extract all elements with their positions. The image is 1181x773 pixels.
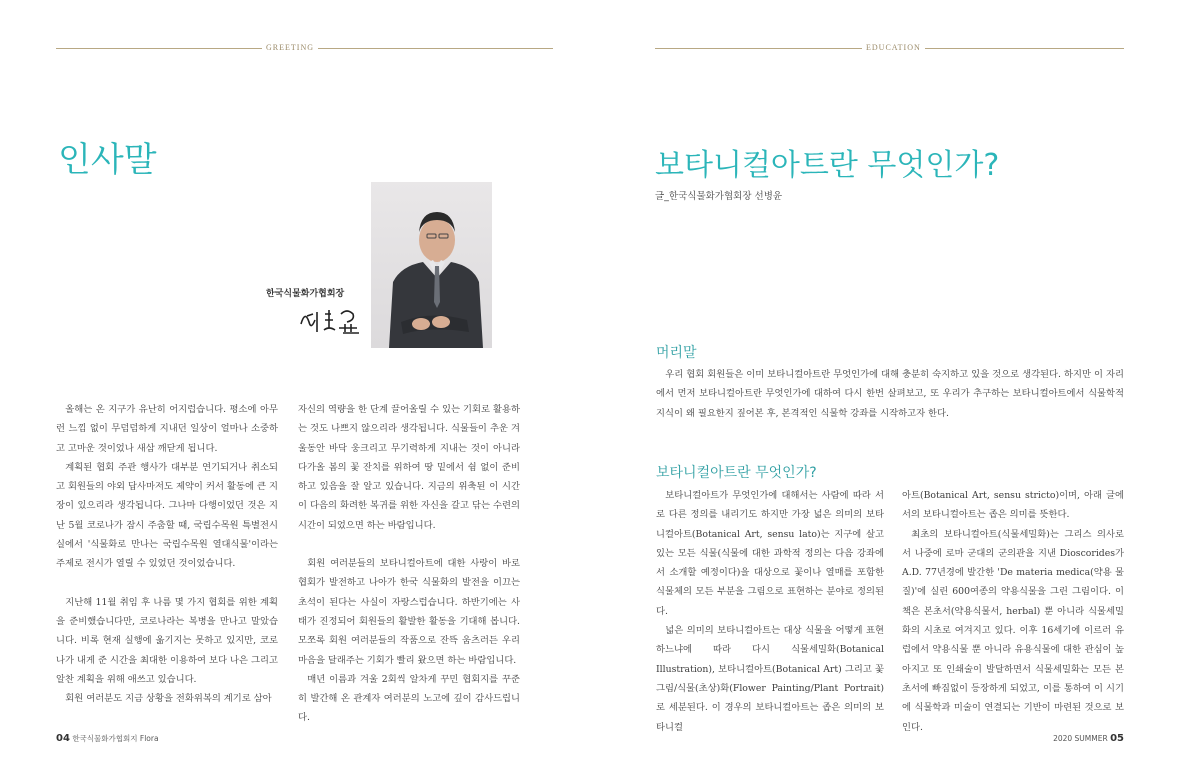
section-heading: 보타니컬아트란 무엇인가? <box>656 465 817 481</box>
paragraph: 최초의 보타니컬아트(식물세밀화)는 그리스 의사로서 나중에 로마 군대의 군의관을 지낸 Dioscorides가 A.D. 77년경에 발간한 'De materia medica(약용 물질)'에 실린 600여종의 약용식물을 그린 그림이다. 이 책은 본초서(약용식물서, herbal) 뿐 아니라 식물세밀화의 시초로 여겨지고 있다. 이후 16세기에 이르러 유럽에서 약용식물 뿐 아니라 유용식물에 대한 관심이 높아지고 또 인쇄술이 발달하면서 식물세밀화는 모든 본초서에 빠짐없이 등장하게 되었고, 이를 통하여 이 시기에 식물학과 미술이 연결되는 기반이 마련된 것으로 보인다. <box>902 528 1124 733</box>
paragraph: 매년 이름과 겨울 2회씩 알차게 꾸민 협회지를 꾸준히 발간해 온 관계자 여러분의 노고에 깊이 감사드립니다. <box>298 673 520 724</box>
paragraph: 자신의 역량을 한 단계 끌어올릴 수 있는 기회로 활용하는 것도 나쁘지 않으리라 생각됩니다. 식물들이 추운 겨울동안 바닥 웅크리고 무기력하게 지내는 것이 아니라 다가올 봄의 꽃 잔치를 위하여 땅 밑에서 쉼 없이 준비하고 있음을 잘 알고 있습니다. 지금의 위축된 이 시간이 다음의 화려한 복귀를 위한 자신을 갈고 닦는 수련의 시간이 되었으면 하는 바람입니다. <box>298 404 520 531</box>
paragraph: 보타니컬아트가 무엇인가에 대해서는 사람에 따라 서로 다른 정의를 내리기도 하지만 가장 넓은 의미의 보타니컬아트(Botanical Art, sensu lato)는 지구에 살고 있는 모든 식물(식물에 대한 과학적 정의는 다음 강좌에서 소개할 예정이다)을 대상으로 꽃이나 열매를 포함한 식물체의 모든 부분을 그림으로 표현하는 분야로 정의된다. <box>656 490 884 617</box>
right-body-column-1 <box>656 486 884 737</box>
right-page-number: 05 <box>1110 733 1124 744</box>
left-footer <box>56 733 159 744</box>
right-page-title: 보타니컬아트란 무엇인가? <box>655 148 1000 183</box>
left-footer-text: 한국식물화가협회지 Flora <box>72 734 159 743</box>
signature-label: 한국식물화가협회장 <box>266 289 345 299</box>
paragraph: 넓은 의미의 보타니컬아트는 대상 식물을 어떻게 표현하느냐에 따라 다시 식물세밀화(Botanical Illustration), 보타니컬아트(Botanical Art) 그리고 꽃그림/식물(초상)화(Flower Painting/Plant Portrait)로 세분된다. 이 경우의 보타니컬아트는 좁은 의미의 보타니컬 <box>656 625 884 733</box>
paragraph: 계획된 협회 주관 행사가 대부분 연기되거나 취소되고 회원들의 야외 답사마저도 제약이 커서 활동에 큰 지장이 있으리라 생각됩니다. 그나마 다행이었던 것은 지난 5월 코로나가 잠시 주춤할 때, 국립수목원 특별전시실에서 '식물화로 만나는 국립수목원 열대식물'이라는 주제로 전시가 열릴 수 있었던 것이었습니다. <box>56 461 278 570</box>
left-page-title: 인사말 <box>58 140 157 180</box>
byline: 글_한국식물화가협회장 선병윤 <box>655 191 783 202</box>
intro-heading: 머리말 <box>656 345 697 361</box>
left-body-column-2 <box>298 400 520 728</box>
left-body-column-1 <box>56 400 278 708</box>
left-section-tag: GREETING <box>262 43 318 52</box>
paragraph: 회원 여러분들의 보타니컬아트에 대한 사랑이 바로 협회가 발전하고 나아가 한국 식물화의 발전을 이끄는 초석이 된다는 사실이 자랑스럽습니다. 하반기에는 사태가 진정되어 회원들의 활발한 활동을 기대해 봅니다. 모쪼록 회원 여러분들의 작품으로 잔뜩 움츠러든 우리 마음을 달래주는 기회가 빨리 왔으면 하는 바람입니다. <box>298 558 520 666</box>
paragraph: 지난해 11월 취임 후 나름 몇 가지 협회를 위한 계획을 준비했습니다만, 코로나라는 복병을 만나고 말았습니다. 비록 현재 실행에 옮기지는 못하고 있지만, 코로나가 내게 준 시간을 최대한 이용하여 보다 나은 그리고 알찬 계획을 위해 애쓰고 있습니다. <box>56 596 278 685</box>
right-footer <box>1053 733 1124 744</box>
right-footer-issue: 2020 SUMMER <box>1053 734 1108 743</box>
paragraph: 회원 여러분도 지금 상황을 전화위복의 계기로 삼아 <box>65 693 272 705</box>
author-photo <box>371 182 492 348</box>
right-body-column-2 <box>902 486 1124 737</box>
intro-paragraph <box>656 365 1124 423</box>
signature-image <box>297 302 367 338</box>
right-section-tag: EDUCATION <box>862 43 925 52</box>
paragraph: 아트(Botanical Art, sensu stricto)이며, 아래 글에서의 보타니컬아트는 좁은 의미를 뜻한다. <box>902 490 1124 521</box>
paragraph: 우리 협회 회원들은 이미 보타니컬아트란 무엇인가에 대해 충분히 숙지하고 있을 것으로 생각된다. 하지만 이 자리에서 먼저 보타니컬아트란 무엇인가에 대하여 다시 한번 살펴보고, 또 우리가 추구하는 보타니컬아트에서 식물학적 지식이 왜 필요한지 짚어본 후, 본격적인 식물학 강좌를 시작하고자 한다. <box>656 369 1124 419</box>
paragraph: 올해는 온 지구가 유난히 어지럽습니다. 평소에 아무런 느낌 없이 무덤덤하게 지내던 일상이 얼마나 소중하고 고마운 것이었나 새삼 깨닫게 됩니다. <box>56 404 278 454</box>
left-page-number: 04 <box>56 733 70 744</box>
author-portrait-image <box>371 182 492 348</box>
